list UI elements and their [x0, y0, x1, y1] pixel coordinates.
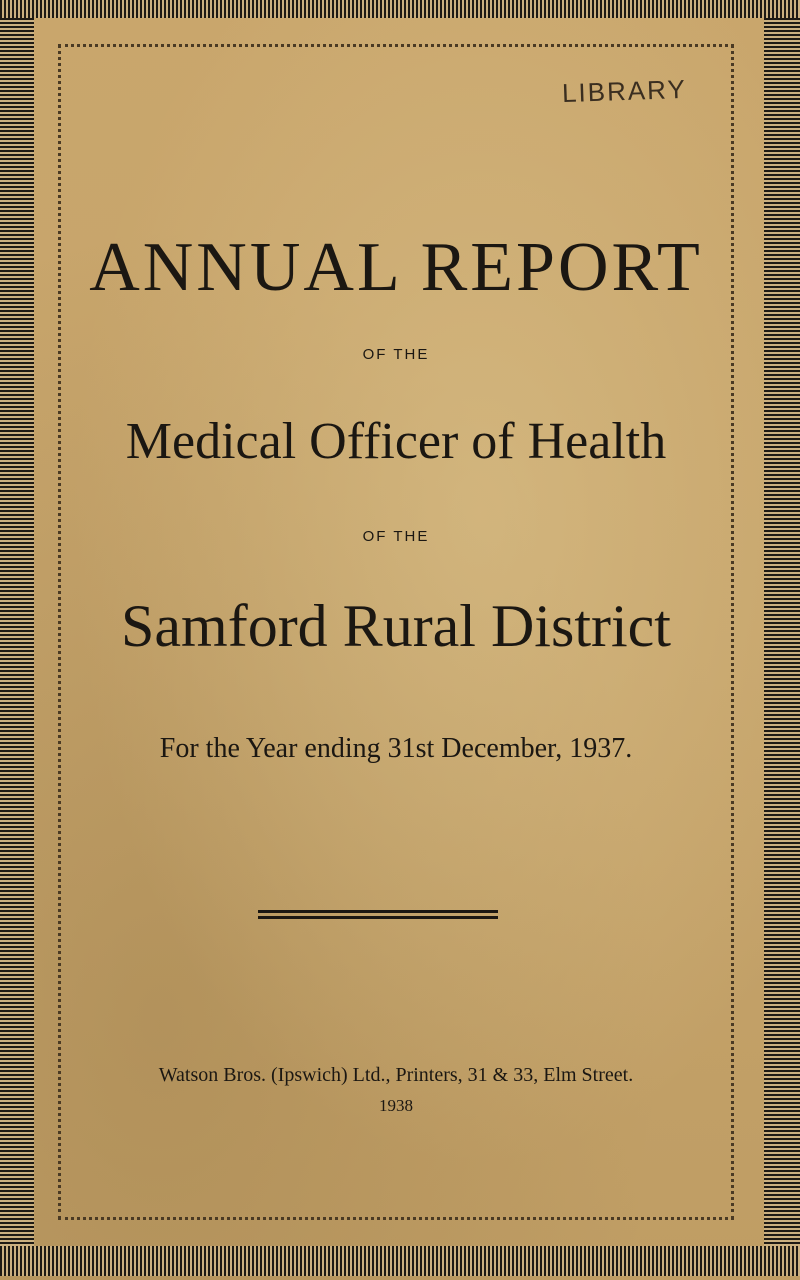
report-title: ANNUAL REPORT [89, 229, 703, 306]
report-subject: Medical Officer of Health [125, 413, 667, 470]
library-stamp: LIBRARY [561, 73, 688, 109]
bottom-border-band [0, 1246, 800, 1276]
of-the-label-1: OF THE [362, 346, 430, 363]
printer-imprint: Watson Bros. (Ipswich) Ltd., Printers, 31 & 33, Elm Street. [158, 1064, 634, 1086]
publication-year: 1938 [379, 1096, 413, 1115]
right-border-band [764, 18, 800, 1246]
report-period: For the Year ending 31st December, 1937. [159, 733, 633, 764]
top-border-band [0, 0, 800, 18]
district-name: Samford Rural District [121, 593, 671, 659]
divider-rule-bottom [258, 916, 498, 919]
divider-rule-top [258, 910, 498, 913]
of-the-label-2: OF THE [362, 528, 430, 545]
left-border-band [0, 18, 34, 1246]
